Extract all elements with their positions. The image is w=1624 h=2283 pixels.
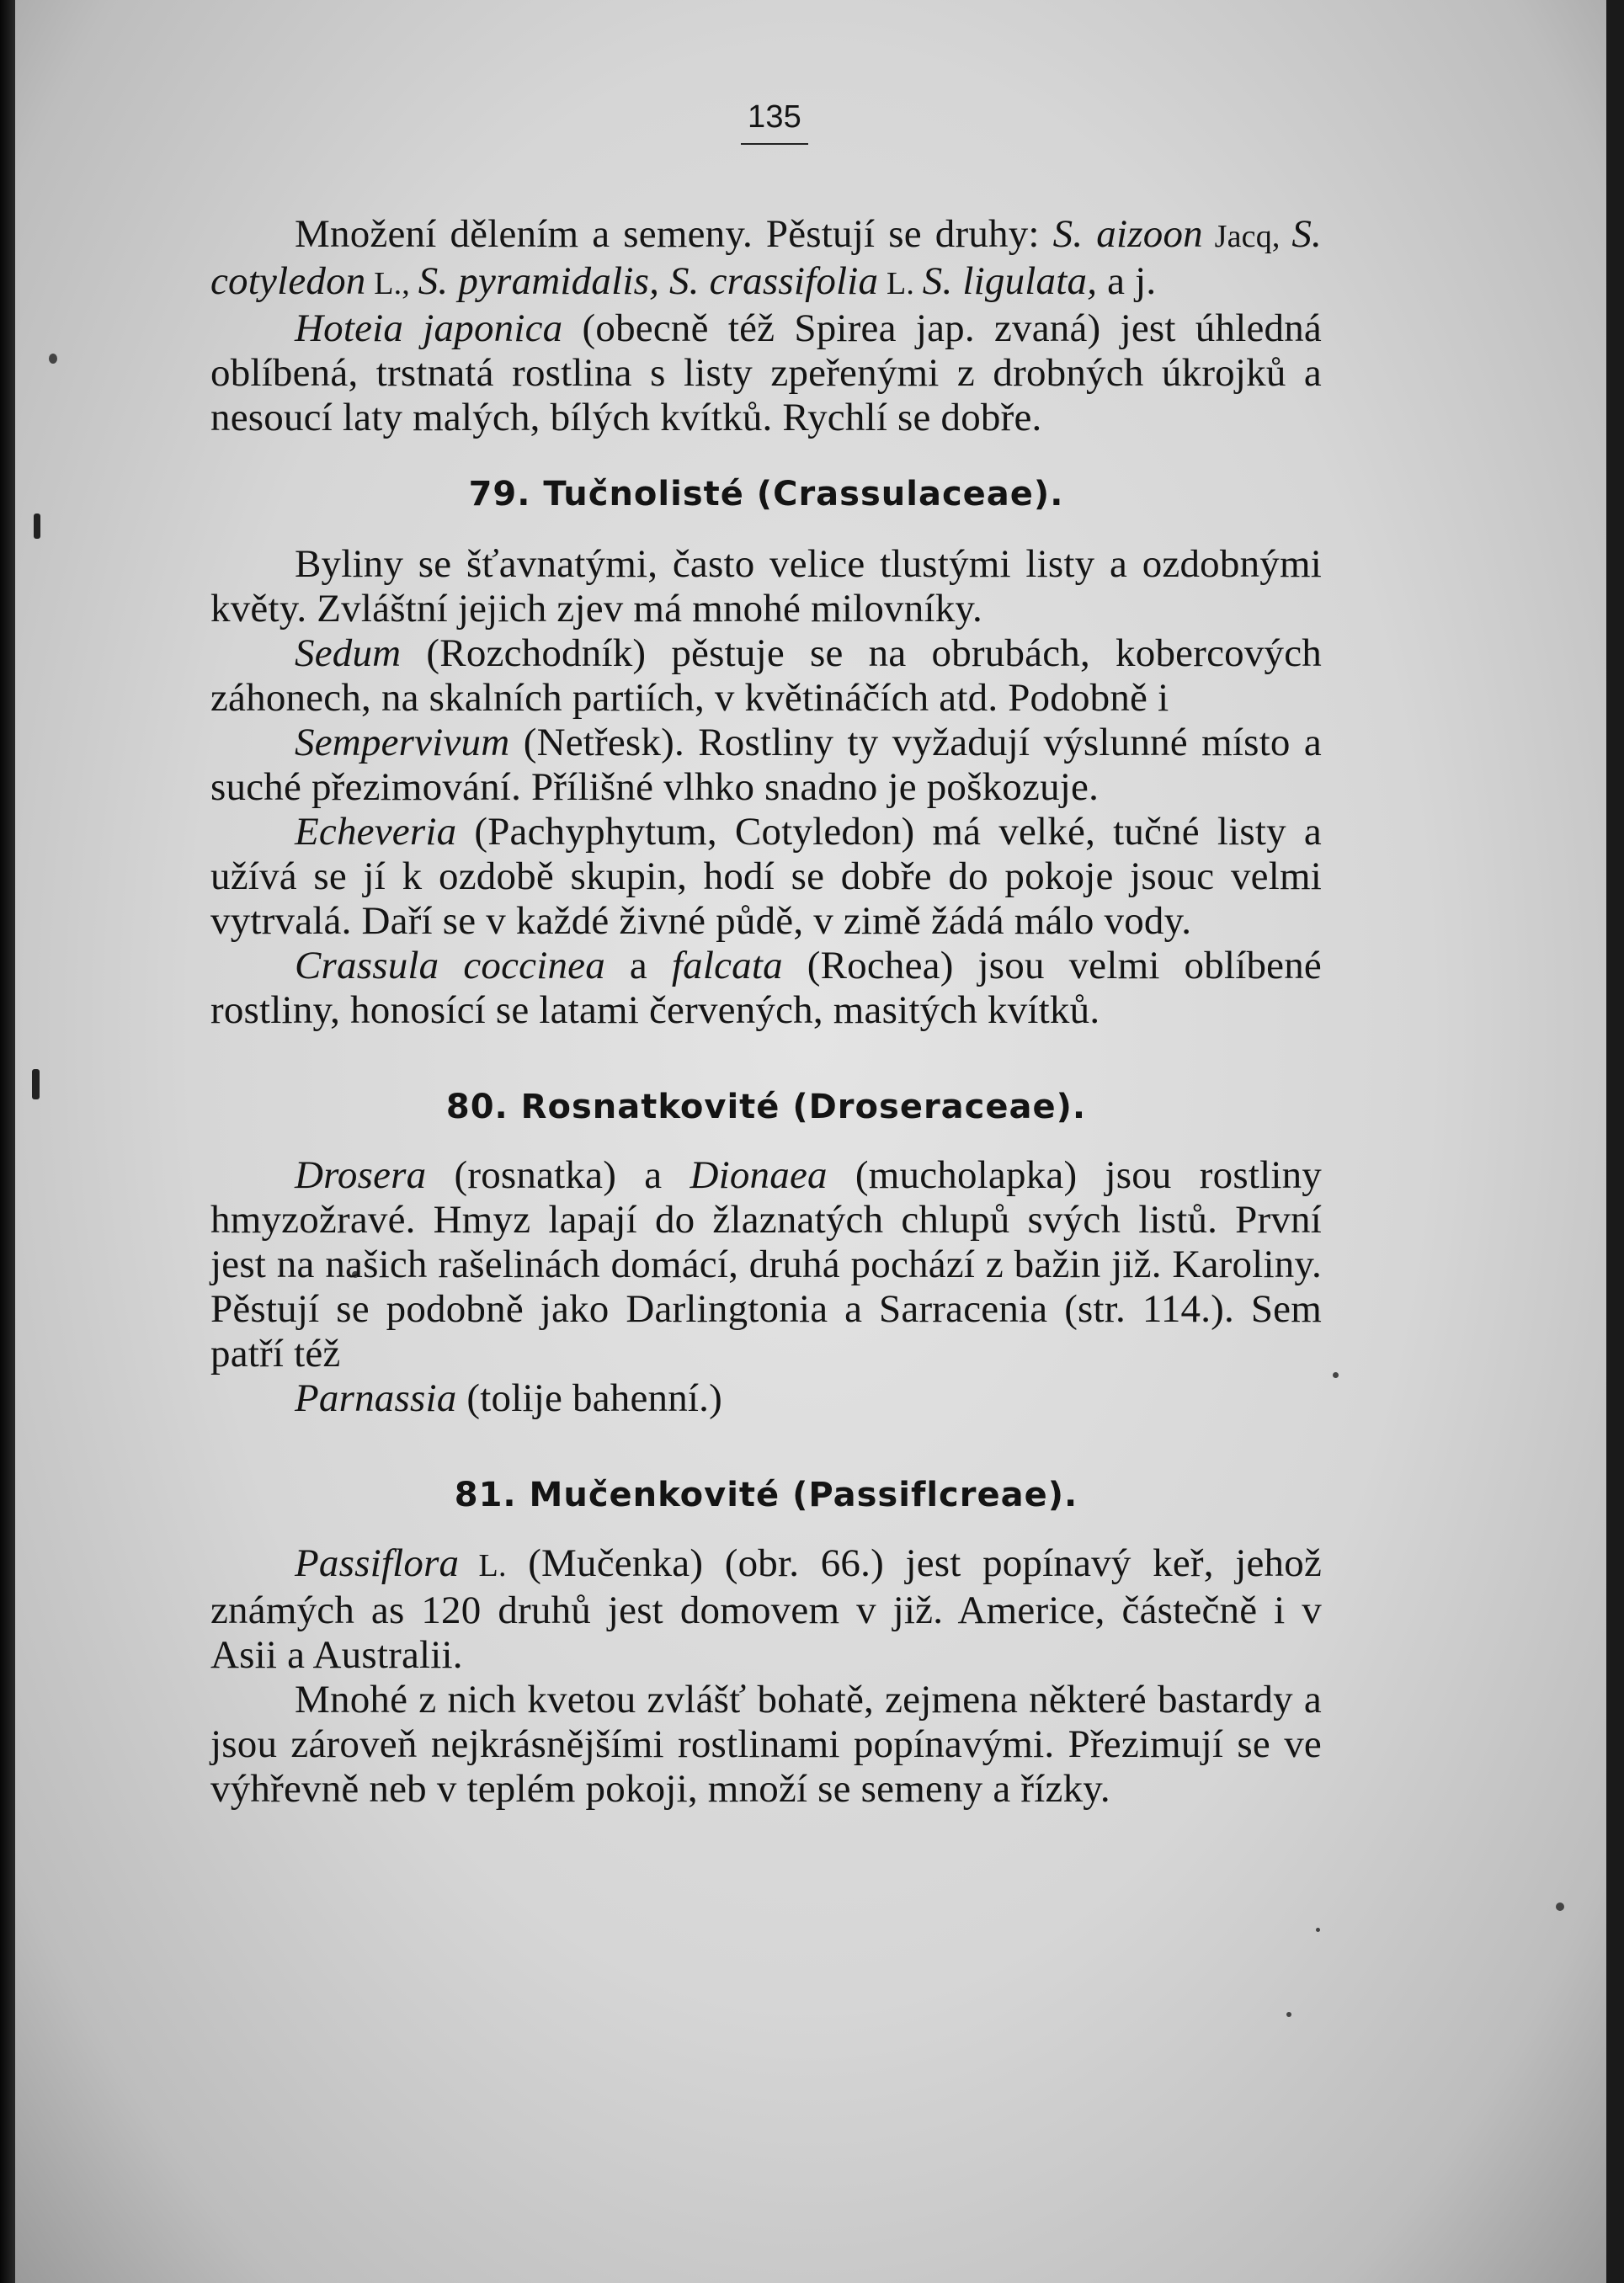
passiflora-cultivation-paragraph: Mnohé z nich kvetou zvlášť bohatě, zejmena některé bastardy a jsou zároveň nejkrásnějšími rostlinami popínavými. Přezimují se ve výhřevně neb v teplém pokoji, množí se semeny a řízky. xyxy=(210,1678,1322,1811)
page-binding-shadow xyxy=(0,0,15,2283)
crassulaceae-intro-paragraph: Byliny se šťavnatými, často velice tlustými listy a ozdobnými květy. Zvláštní jejich zjev má mnohé milovníky. xyxy=(210,542,1322,631)
hoteia-paragraph: Hoteia japonica (obecně též Spirea jap. zvaná) jest úhledná oblíbená, trstnatá rostlina s listy zpeřenými z drobných úkrojků a nesoucí laty malých, bílých kvítků. Rychlí se dobře. xyxy=(210,306,1322,439)
section-heading-79: 79. Tučnolisté (Crassulaceae). xyxy=(468,475,1064,514)
page-text xyxy=(210,94,1322,1812)
scanned-page xyxy=(15,0,1606,2283)
parnassia-paragraph: Parnassia (tolije bahenní.) xyxy=(295,1376,722,1420)
sempervivum-paragraph: Sempervivum (Netřesk). Rostliny ty vyžadují výslunné místo a suché přezimování. Přílišné vlhko snadno je poškozuje. xyxy=(210,721,1322,809)
drosera-paragraph: Drosera (rosnatka) a Dionaea (mucholapka) jsou rostliny hmyzožravé. Hmyz lapají do žlaznatých chlupů svých listů. První jest na našich rašelinách domácí, druhá pochází z bažin již. Karoliny. Pěstují se podobně jako Darlingtonia a Sarracenia (str. 114.). Sem patří též xyxy=(210,1153,1322,1376)
section-heading-80: 80. Rosnatkovité (Droseraceae). xyxy=(445,1088,1087,1126)
page-number xyxy=(210,94,1322,145)
echeveria-paragraph: Echeveria (Pachyphytum, Cotyledon) má velké, tučné listy a užívá se jí k ozdobě skupin, hodí se dobře do pokoje jsouc velmi vytrvalá. Daří se v každé živné půdě, v zimě žádá málo vody. xyxy=(210,810,1322,943)
sedum-paragraph: Sedum (Rozchodník) pěstuje se na obrubách, kobercových záhonech, na skalních partiích, v květináčích atd. Podobně i xyxy=(210,631,1322,720)
page-number-value: 135 xyxy=(741,95,808,145)
crassula-paragraph: Crassula coccinea a falcata (Rochea) jsou velmi oblíbené rostliny, honosící se latami červených, masitých kvítků. xyxy=(210,944,1322,1032)
saxifraga-propagation-paragraph: Množení dělením a semeny. Pěstují se druhy: S. aizoon Jacq, S. cotyledon L., S. pyramidalis, S. crassifolia L. S. ligulata, a j. xyxy=(210,212,1322,303)
section-heading-81: 81. Mučenkovité (Passiflcreae). xyxy=(454,1476,1078,1514)
passiflora-paragraph: Passiflora L. (Mučenka) (obr. 66.) jest popínavý keř, jehož známých as 120 druhů jest domovem v již. Americe, částečně i v Asii a Australii. xyxy=(210,1541,1323,1677)
